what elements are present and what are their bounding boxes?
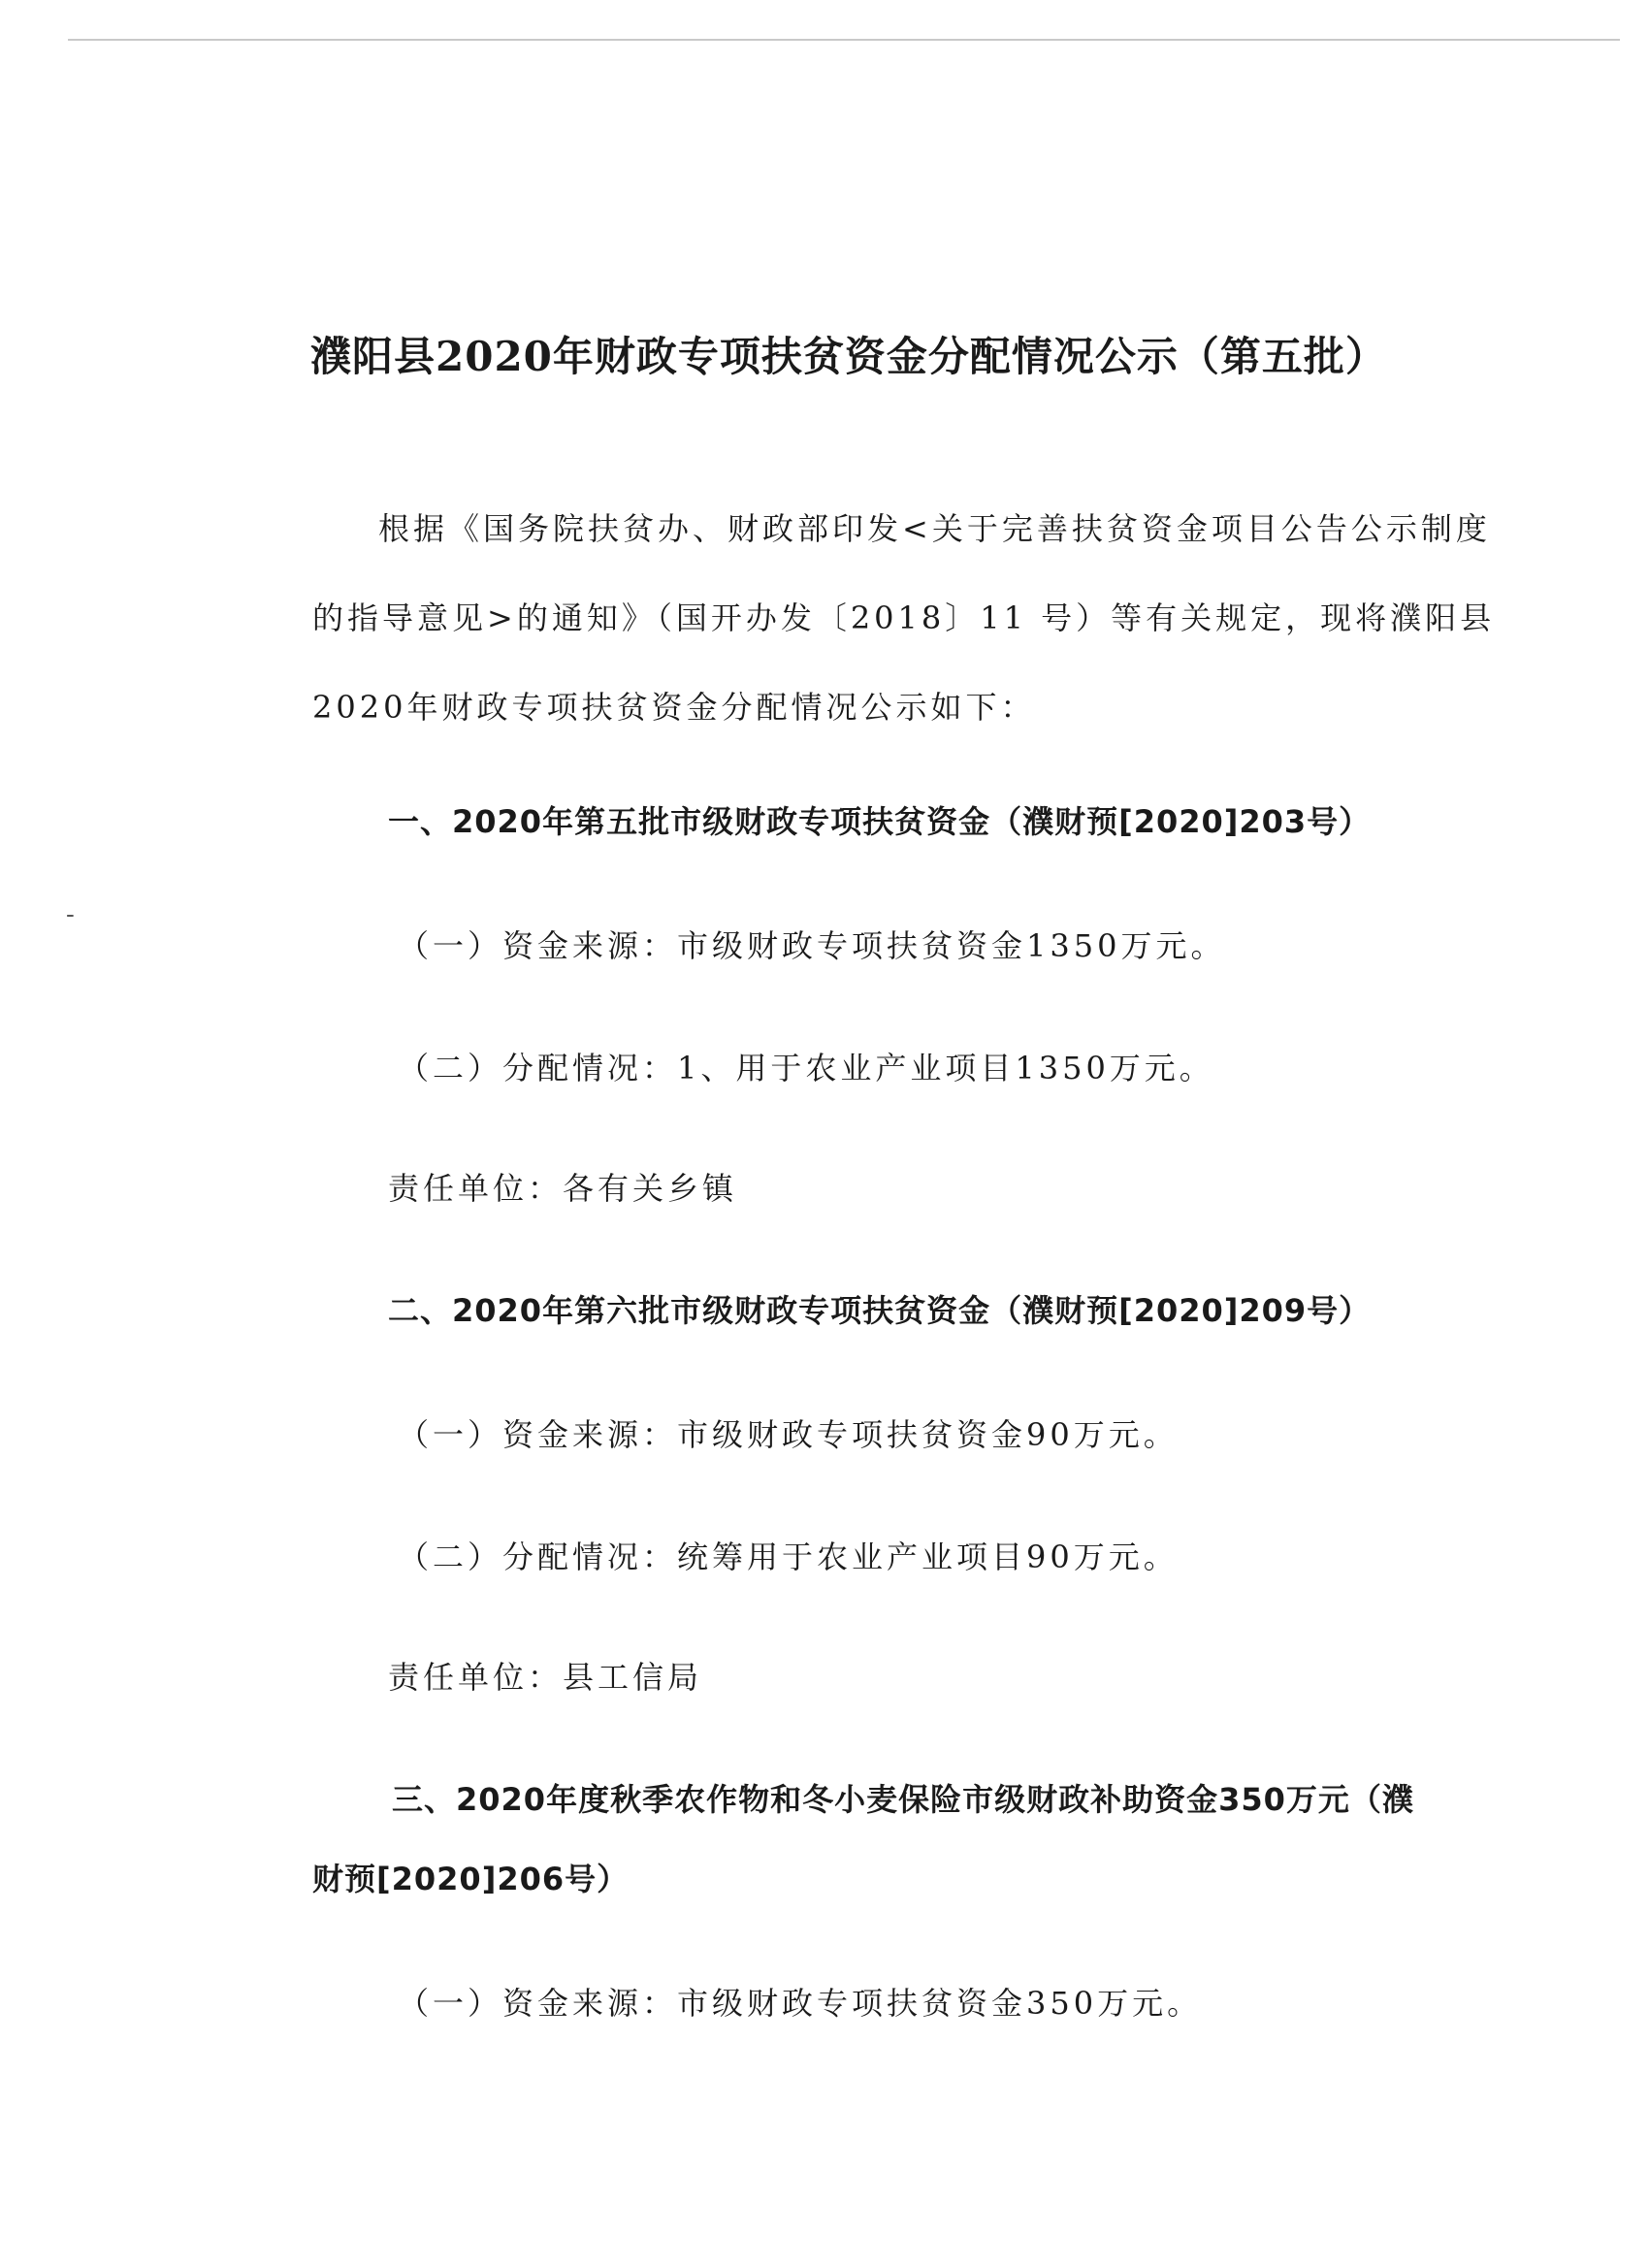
section2-source: （一）资金来源：市级财政专项扶贫资金90万元。 xyxy=(398,1416,1179,1453)
intro-line-2: 的指导意见>的通知》（国开办发〔2018〕11 号）等有关规定，现将濮阳县 xyxy=(312,599,1496,636)
section2-responsible: 责任单位：县工信局 xyxy=(388,1659,703,1696)
section3-source: （一）资金来源：市级财政专项扶贫资金350万元。 xyxy=(398,1985,1203,2022)
section3-heading-line-1: 三、2020年度秋季农作物和冬小麦保险市级财政补助资金350万元（濮 xyxy=(392,1781,1414,1818)
section1-heading: 一、2020年第五批市级财政专项扶贫资金（濮财预[2020]203号） xyxy=(388,803,1372,840)
section1-allocation: （二）分配情况：1、用于农业产业项目1350万元。 xyxy=(398,1050,1214,1086)
section1-responsible: 责任单位：各有关乡镇 xyxy=(388,1170,738,1207)
scan-mark: - xyxy=(66,900,75,929)
top-rule xyxy=(68,39,1620,41)
section2-allocation: （二）分配情况：统筹用于农业产业项目90万元。 xyxy=(398,1539,1179,1575)
section1-source: （一）资金来源：市级财政专项扶贫资金1350万元。 xyxy=(398,927,1226,964)
intro-line-3: 2020年财政专项扶贫资金分配情况公示如下： xyxy=(312,689,1036,726)
section2-heading: 二、2020年第六批市级财政专项扶贫资金（濮财预[2020]209号） xyxy=(388,1292,1372,1329)
section3-heading-line-2: 财预[2020]206号） xyxy=(312,1861,630,1897)
page-title: 濮阳县2020年财政专项扶贫资金分配情况公示（第五批） xyxy=(310,333,1387,380)
intro-line-1: 根据《国务院扶贫办、财政部印发<关于完善扶贫资金项目公告公示制度 xyxy=(378,510,1491,547)
